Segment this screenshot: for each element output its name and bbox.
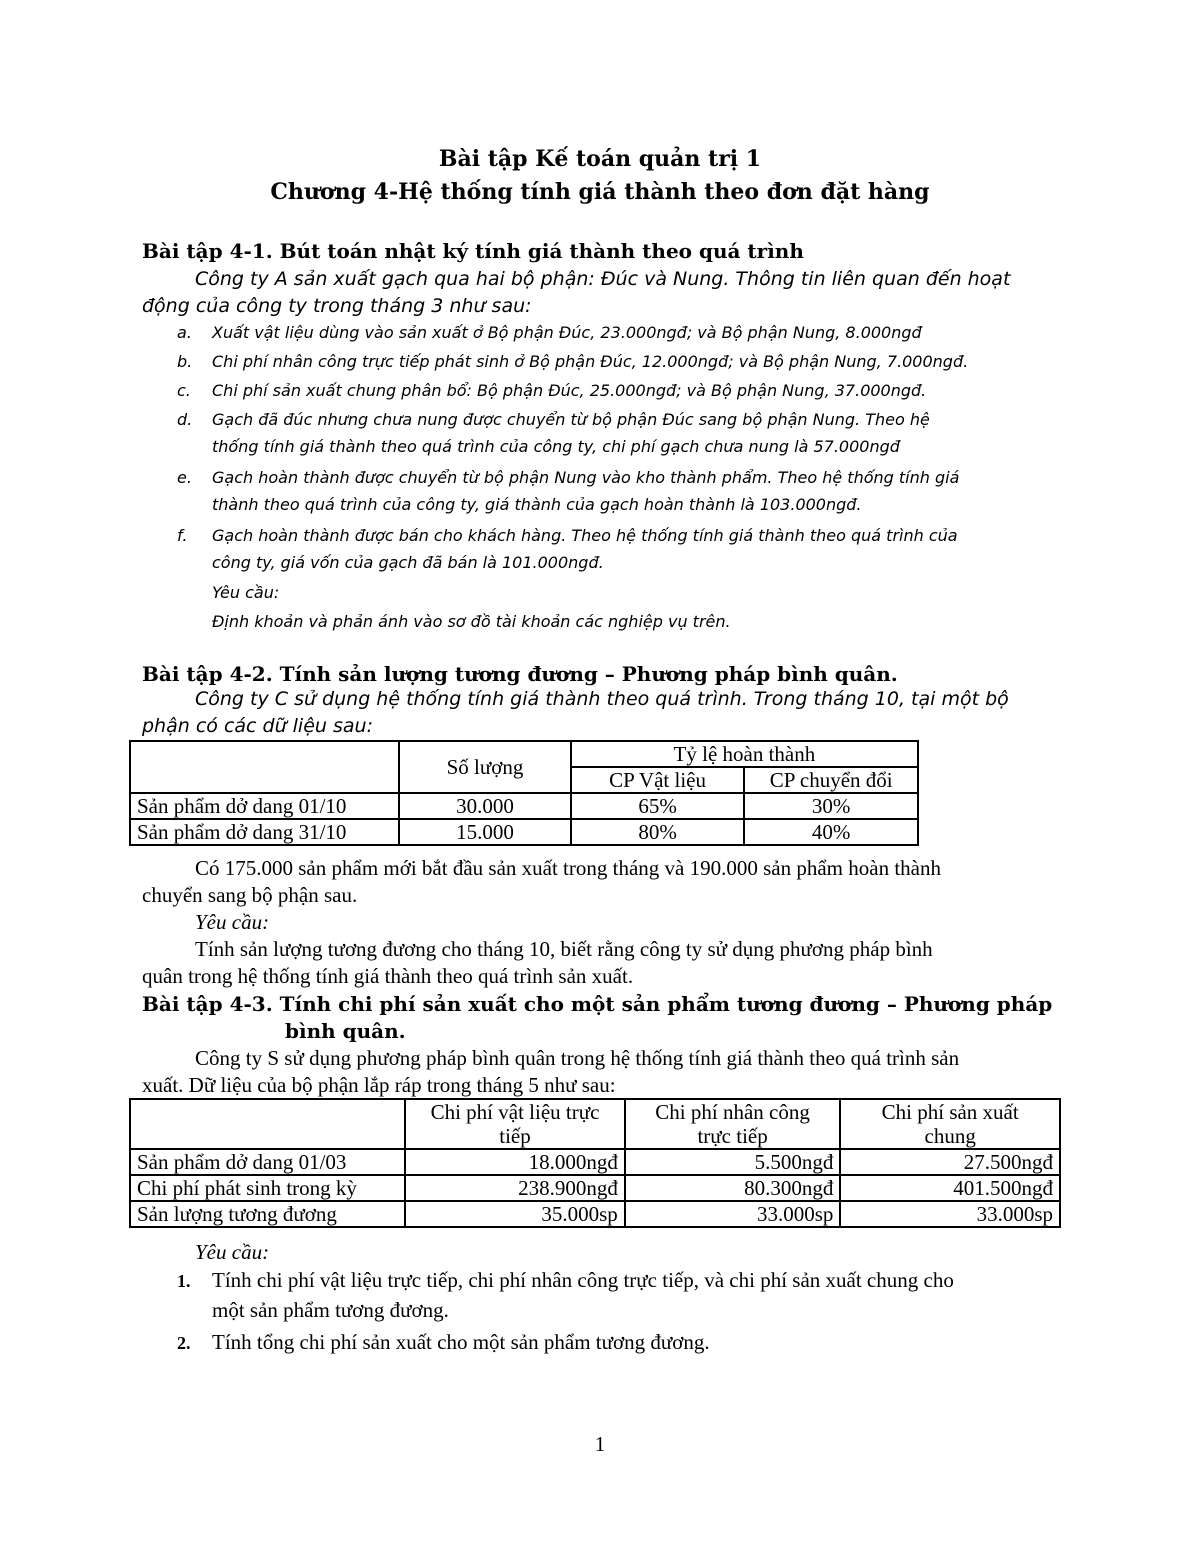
list-marker: e. (177, 468, 192, 487)
ex1-requirement-label: Yêu cầu: (212, 583, 280, 602)
header-text: Chi phí vật liệu trực (430, 1100, 600, 1124)
list-item: Gạch đã đúc nhưng chưa nung được chuyển từ bộ phận Đúc sang bộ phận Nung. Theo hệ (212, 410, 930, 429)
list-item: Chi phí nhân công trực tiếp phát sinh ở Bộ phận Đúc, 12.000ngđ; và Bộ phận Nung, 7.000ngđ. (212, 352, 969, 371)
ex2-intro-line1: Công ty C sử dụng hệ thống tính giá thành theo quá trình. Trong tháng 10, tại một bộ (195, 688, 1009, 710)
table-corner-cell (130, 1099, 405, 1149)
material-cost-cell: 35.000sp (405, 1201, 625, 1227)
ex2-after-line2: chuyển sang bộ phận sau. (142, 883, 358, 907)
overhead-cost-cell: 33.000sp (840, 1201, 1060, 1227)
ex3-heading: Bài tập 4-3. Tính chi phí sản xuất cho một sản phẩm tương đương – Phương pháp (142, 992, 1053, 1016)
list-item-continuation: thống tính giá thành theo quá trình của công ty, chi phí gạch chưa nung là 57.000ngđ (212, 437, 900, 456)
row-label: Sản lượng tương đương (130, 1201, 405, 1227)
column-header-direct-labor (625, 1099, 841, 1149)
quantity-cell: 30.000 (399, 793, 571, 819)
ex2-requirement-line1: Tính sản lượng tương đương cho tháng 10, biết rằng công ty sử dụng phương pháp bình (195, 937, 933, 961)
ex3-requirement-label: Yêu cầu: (195, 1240, 270, 1264)
column-header-conversion: CP chuyển đổi (744, 767, 918, 793)
list-marker: d. (177, 410, 193, 429)
list-item-continuation: công ty, giá vốn của gạch đã bán là 101.000ngđ. (212, 553, 604, 572)
column-header-quantity: Số lượng (399, 741, 571, 793)
list-item-continuation: thành theo quá trình của công ty, giá thành của gạch hoàn thành là 103.000ngđ. (212, 495, 862, 514)
conversion-cell: 30% (744, 793, 918, 819)
table-row (130, 1175, 1060, 1201)
row-label: Sản phẩm dở dang 01/10 (130, 793, 399, 819)
header-text: trực tiếp (697, 1124, 768, 1148)
ex3-heading-continuation: bình quân. (285, 1019, 406, 1043)
table-row (130, 1149, 1060, 1175)
list-item: Chi phí sản xuất chung phân bổ: Bộ phận Đúc, 25.000ngđ; và Bộ phận Nung, 37.000ngđ. (212, 381, 927, 400)
list-marker: f. (177, 526, 188, 545)
ex1-heading: Bài tập 4-1. Bút toán nhật ký tính giá thành theo quá trình (142, 239, 804, 263)
ex3-intro-line2: xuất. Dữ liệu của bộ phận lắp ráp trong tháng 5 như sau: (142, 1073, 616, 1097)
ex2-intro-line2: phận có các dữ liệu sau: (142, 715, 373, 737)
column-header-overhead (840, 1099, 1060, 1149)
ex2-requirement-line2: quân trong hệ thống tính giá thành theo quá trình sản xuất. (142, 964, 634, 988)
ex2-heading: Bài tập 4-2. Tính sản lượng tương đương – Phương pháp bình quân. (142, 662, 898, 686)
column-header-direct-material (405, 1099, 625, 1149)
header-text: chung (924, 1124, 976, 1148)
labor-cost-cell: 5.500ngđ (625, 1149, 841, 1175)
ex3-intro-line1: Công ty S sử dụng phương pháp bình quân trong hệ thống tính giá thành theo quá trình sản (195, 1046, 960, 1070)
list-item-continuation: một sản phẩm tương đương. (212, 1298, 449, 1322)
list-item: Tính tổng chi phí sản xuất cho một sản phẩm tương đương. (212, 1330, 710, 1354)
labor-cost-cell: 80.300ngđ (625, 1175, 841, 1201)
ex2-requirement-label: Yêu cầu: (195, 910, 270, 934)
list-item: Gạch hoàn thành được chuyển từ bộ phận Nung vào kho thành phẩm. Theo hệ thống tính giá (212, 468, 960, 487)
header-text: tiếp (499, 1124, 531, 1148)
overhead-cost-cell: 401.500ngđ (840, 1175, 1060, 1201)
list-marker: c. (177, 381, 191, 400)
list-item: Gạch hoàn thành được bán cho khách hàng. Theo hệ thống tính giá thành theo quá trình của (212, 526, 958, 545)
page-number: 1 (594, 1432, 606, 1456)
table-row (130, 1201, 1060, 1227)
list-item: Tính chi phí vật liệu trực tiếp, chi phí nhân công trực tiếp, và chi phí sản xuất chung cho (212, 1268, 954, 1292)
material-cell: 80% (571, 819, 745, 845)
overhead-cost-cell: 27.500ngđ (840, 1149, 1060, 1175)
ex2-after-line1: Có 175.000 sản phẩm mới bắt đầu sản xuất trong tháng và 190.000 sản phẩm hoàn thành (195, 856, 941, 880)
document-title: Bài tập Kế toán quản trị 1 (438, 146, 762, 172)
ex2-completion-table (129, 740, 919, 846)
material-cell: 65% (571, 793, 745, 819)
table-corner-cell (130, 741, 399, 793)
row-label: Sản phẩm dở dang 31/10 (130, 819, 399, 845)
header-text: Chi phí sản xuất (881, 1100, 1019, 1124)
list-marker: 1. (177, 1271, 191, 1291)
material-cost-cell: 238.900ngđ (405, 1175, 625, 1201)
ex1-requirement-text: Định khoản và phản ánh vào sơ đồ tài khoản các nghiệp vụ trên. (212, 612, 731, 631)
list-item: Xuất vật liệu dùng vào sản xuất ở Bộ phận Đúc, 23.000ngđ; và Bộ phận Nung, 8.000ngđ (212, 323, 922, 342)
header-text: Chi phí nhân công (655, 1100, 810, 1124)
conversion-cell: 40% (744, 819, 918, 845)
material-cost-cell: 18.000ngđ (405, 1149, 625, 1175)
table-row (130, 819, 918, 845)
chapter-title: Chương 4-Hệ thống tính giá thành theo đơn đặt hàng (270, 179, 930, 205)
column-header-material: CP Vật liệu (571, 767, 745, 793)
column-group-header-completion: Tỷ lệ hoàn thành (571, 741, 918, 767)
ex1-intro-line1: Công ty A sản xuất gạch qua hai bộ phận: Đúc và Nung. Thông tin liên quan đến hoạt (195, 268, 1011, 290)
labor-cost-cell: 33.000sp (625, 1201, 841, 1227)
row-label: Sản phẩm dở dang 01/03 (130, 1149, 405, 1175)
row-label: Chi phí phát sinh trong kỳ (130, 1175, 405, 1201)
quantity-cell: 15.000 (399, 819, 571, 845)
ex3-cost-table (129, 1098, 1061, 1228)
ex1-intro-line2: động của công ty trong tháng 3 như sau: (142, 295, 532, 317)
list-marker: a. (177, 323, 192, 342)
table-row (130, 793, 918, 819)
list-marker: 2. (177, 1333, 191, 1353)
list-marker: b. (177, 352, 193, 371)
